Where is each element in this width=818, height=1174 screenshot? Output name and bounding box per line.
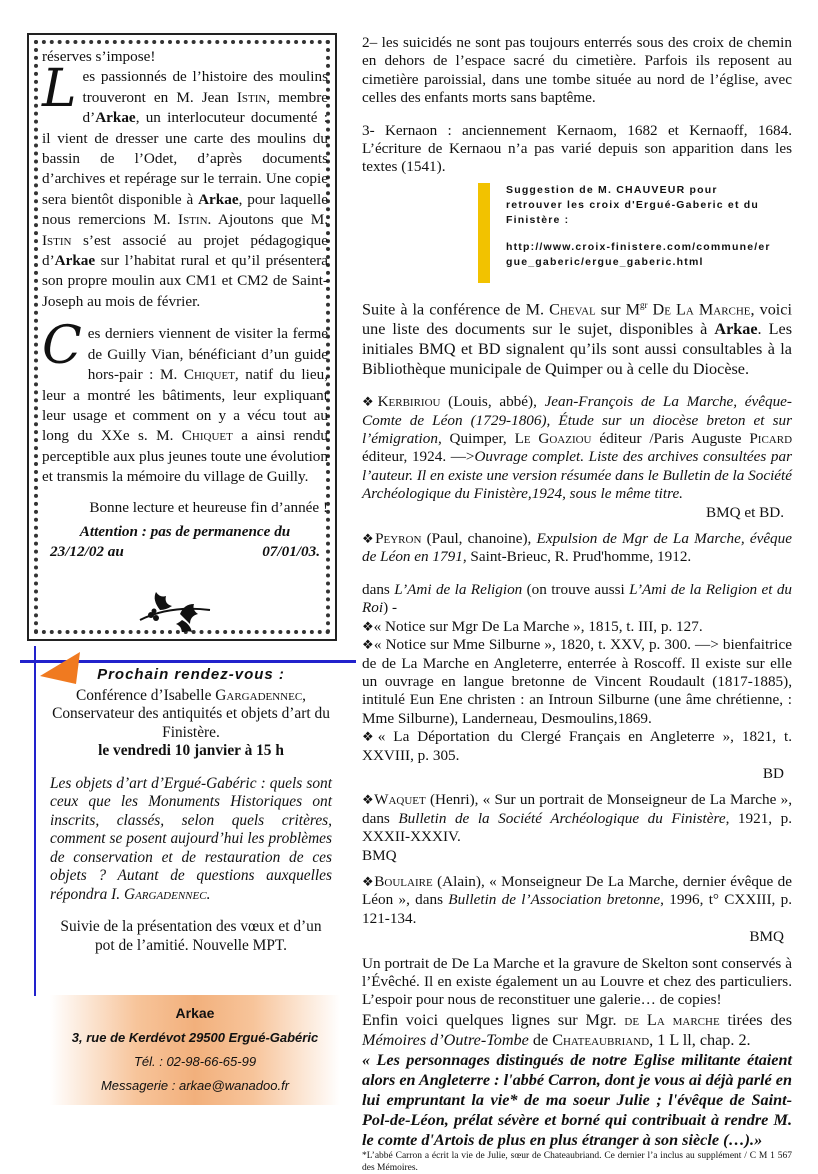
ref-ami-item-1: ❖« Notice sur Mgr De La Marche », 1815, t. III, p. 127.	[362, 617, 703, 635]
diamond-icon: ❖	[362, 637, 374, 653]
diamond-icon: ❖	[362, 873, 375, 889]
blue-vertical-rule	[34, 646, 36, 996]
diamond-icon: ❖	[362, 531, 376, 547]
rendez-vous-description: Les objets d’art d’Ergué-Gabéric : quels sont ceux que les Monuments Historiques ont inscrits, classés, selon quels critères, comment se posent aujourd’hui les problèmes de conservation et de restauration de ces objets ? Autant de questions auxquelles répondra I. Gargadennec.	[50, 774, 332, 903]
notice-attention: Attention : pas de permanence du	[79, 522, 291, 540]
suggestion-url[interactable]: http://www.croix-finistere.com/commune/ergue_gaberic/ergue_gaberic.html	[506, 240, 771, 268]
dropcap-c: C	[42, 316, 82, 377]
contact-name: Arkae	[175, 1005, 215, 1021]
contact-address: 3, rue de Kerdévot 29500 Ergué-Gabéric	[71, 1030, 319, 1045]
ref-kerbiriou-location: BMQ et BD.	[705, 503, 784, 521]
kernaon-paragraph: 3- Kernaon : anciennement Kernaom, 1682 et Kernaoff, 1684. L’écriture de Kernaou n’a pas varié depuis son apparition dans les textes (1541).	[362, 121, 792, 176]
notice-greeting: Bonne lecture et heureuse fin d’année !	[89, 498, 328, 516]
footnote: *L’abbé Carron a écrit la vie de Julie, sœur de Chateaubriand. Ce dernier l’a inclus au supplément / C M 1 567 des Mémoires.	[362, 1150, 792, 1173]
contact-email[interactable]: Messagerie : arkae@wanadoo.fr	[100, 1078, 290, 1093]
ref-ami-item-3: ❖« La Déportation du Clergé Français en Angleterre », 1821, t. XXVIII, p. 305.	[362, 728, 792, 764]
diamond-icon: ❖	[362, 792, 375, 808]
notice-attention-dates: 23/12/02 au 07/01/03.	[50, 543, 320, 561]
rendez-vous-title: Prochain rendez-vous :	[97, 666, 285, 683]
ref-boulaire-location: BMQ	[749, 928, 784, 946]
memoires-intro: Enfin voici quelques lignes sur Mgr. de La marche tirées des Mémoires d’Outre-Tombe de Chateaubriand, 1 L ll, chap. 2.	[362, 1010, 792, 1049]
rendez-vous-followup: Suivie de la présentation des vœux et d’un pot de l’amitié. Nouvelle MPT.	[60, 918, 322, 954]
contact-phone: Tél. : 02-98-66-65-99	[133, 1054, 257, 1069]
holly-icon	[130, 580, 230, 632]
yellow-bar	[478, 183, 490, 283]
ref-waquet-location: BMQ	[362, 846, 397, 864]
contact-box	[50, 995, 340, 1105]
diamond-icon: ❖	[362, 729, 378, 745]
documents-intro: Suite à la conférence de M. Cheval sur $M^{gr}$ De La Marche, voici une liste des documents sur le sujet, disponibles à Arkae. Les initiales BMQ et BD signalent qu’ils sont aussi consultables à la Bibliothèque municipale de Quimper ou à celle du Diocèse.	[362, 299, 793, 379]
rendez-vous-speaker: Conférence d’Isabelle Gargadennec,	[75, 686, 307, 704]
notice-reserves: réserves s’impose!	[42, 48, 156, 65]
notice-guilly-paragraph: Ces derniers viennent de visiter la ferme de Guilly Vian, bénéficiant d’un guide hors-pair : M. Chiquet, natif du lieu, leur a montré les bâtiments, leur expliquant leur usage et comment on y a vécu tout au long du XXe s. M. Chiquet a ainsi rendu perceptible aux plus jeunes toute une évolution et transmis la mémoire du village de Guilly.	[42, 316, 329, 486]
rendez-vous-date: le vendredi 10 janvier à 15 h	[98, 742, 284, 759]
diamond-icon: ❖	[362, 618, 374, 634]
notice-text	[42, 47, 328, 563]
rendez-vous-role: Conservateur des antiquités et objets d’art du Finistère.	[52, 705, 330, 741]
dropcap-l: L	[42, 59, 77, 120]
suicides-paragraph: 2– les suicidés ne sont pas toujours enterrés sous des croix de chemin en dehors de l’espace sacré du cimetière. Parfois ils reposent au cimetière paroissial, dans une tombe située au nord de l’église, avec celles des enfants morts sans baptême.	[362, 34, 792, 107]
diamond-icon: ❖	[362, 394, 378, 410]
ref-ami-item-2: ❖« Notice sur Mme Silburne », 1820, t. XXV, p. 300. —> bienfaitrice de de La Marche en Angleterre, enterrée à Roscoff. Il existe sur elle un ouvrage en langue bretonne de Vincent Roudault (1817-1885), intitulé Eun Ene christen : an Introun Silburne (une âme chrétienne, : Mme Silburne), Landerneau, Desmoulins,1869.	[362, 636, 792, 727]
ref-ami-religion: dans L’Ami de la Religion (on trouve aussi L’Ami de la Religion et du Roi) -	[362, 580, 793, 617]
rendez-vous-section	[50, 666, 332, 955]
portrait-paragraph: Un portrait de De La Marche et la gravure de Skelton sont conservés à l’Évêché. Il en existe également un au Louvre et chez des particuliers. L’espoir pour nous de reconstituer une galerie… de copies!	[362, 954, 792, 1009]
chateaubriand-quote: « Les personnages distingués de notre Eglise militante étaient alors en Angleterre : l'abbé Carron, dont je vous ai déjà parlé en lui empruntant la vie* de ma soeur Julie ; l'évêque de Saint-Pol-de-Léon, prélat sévère et borné qui contribuait à rendre M. le comte d'Artois de plus en plus étranger à son siècle (…).»	[362, 1050, 792, 1149]
ref-waquet: ❖Waquet (Henri), « Sur un portrait de Monseigneur de La Marche », dans Bulletin de la Société Archéologique du Finistère, 1921, p. XXXII-XXXIV.	[362, 791, 793, 846]
right-column	[362, 34, 792, 1174]
suggestion-box	[478, 183, 778, 295]
ref-ami-location: BD	[762, 764, 784, 782]
ref-boulaire: ❖Boulaire (Alain), « Monseigneur De La Marche, dernier évêque de Léon », dans Bulletin de l’Association bretonne, 1996, t° CXXIII, p. 121-134.	[362, 872, 793, 927]
notice-moulins-paragraph: Les passionnés de l’histoire des moulins trouveront en M. Jean Istin, membre d’Arkae, un interlocuteur documenté : il vient de dresser une carte des moulins du bassin de l’Odet, d’après documents d’archives et repérage sur le terrain. Une copie sera bientôt disponible à Arkae, pour laquelle nous remercions M. Istin. Ajoutons que M. Istin s’est associé au projet pédagogique d’Arkae sur l’habitat rural et qu’il présentera son propre moulin aux CM1 et CM2 de Saint-Joseph au mois de février.	[42, 59, 329, 310]
ref-peyron: ❖Peyron (Paul, chanoine), Expulsion de Mgr de La Marche, évêque de Léon en 1791, Saint-Brieuc, R. Prud'homme, 1912.	[362, 530, 792, 566]
suggestion-text: Suggestion de M. CHAUVEUR pour retrouver les croix d'Ergué-Gaberic et du Finistère : http://www.croix-finistere.com/commune/ergue_gaberic/ergue_gaberic.html	[506, 183, 771, 268]
ref-kerbiriou: ❖Kerbiriou (Louis, abbé), Jean-François de La Marche, évêque-Comte de Léon (1729-1806), Étude sur un diocèse breton et sur l’émigration, Quimper, Le Goaziou éditeur /Paris Auguste Picard éditeur, 1924. —>Ouvrage complet. Liste des archives consultées par l’auteur. Il en existe une version résumée dans le Bulletin de la Société Archéologique du Finistère,1924, sous le même titre.	[362, 393, 793, 503]
